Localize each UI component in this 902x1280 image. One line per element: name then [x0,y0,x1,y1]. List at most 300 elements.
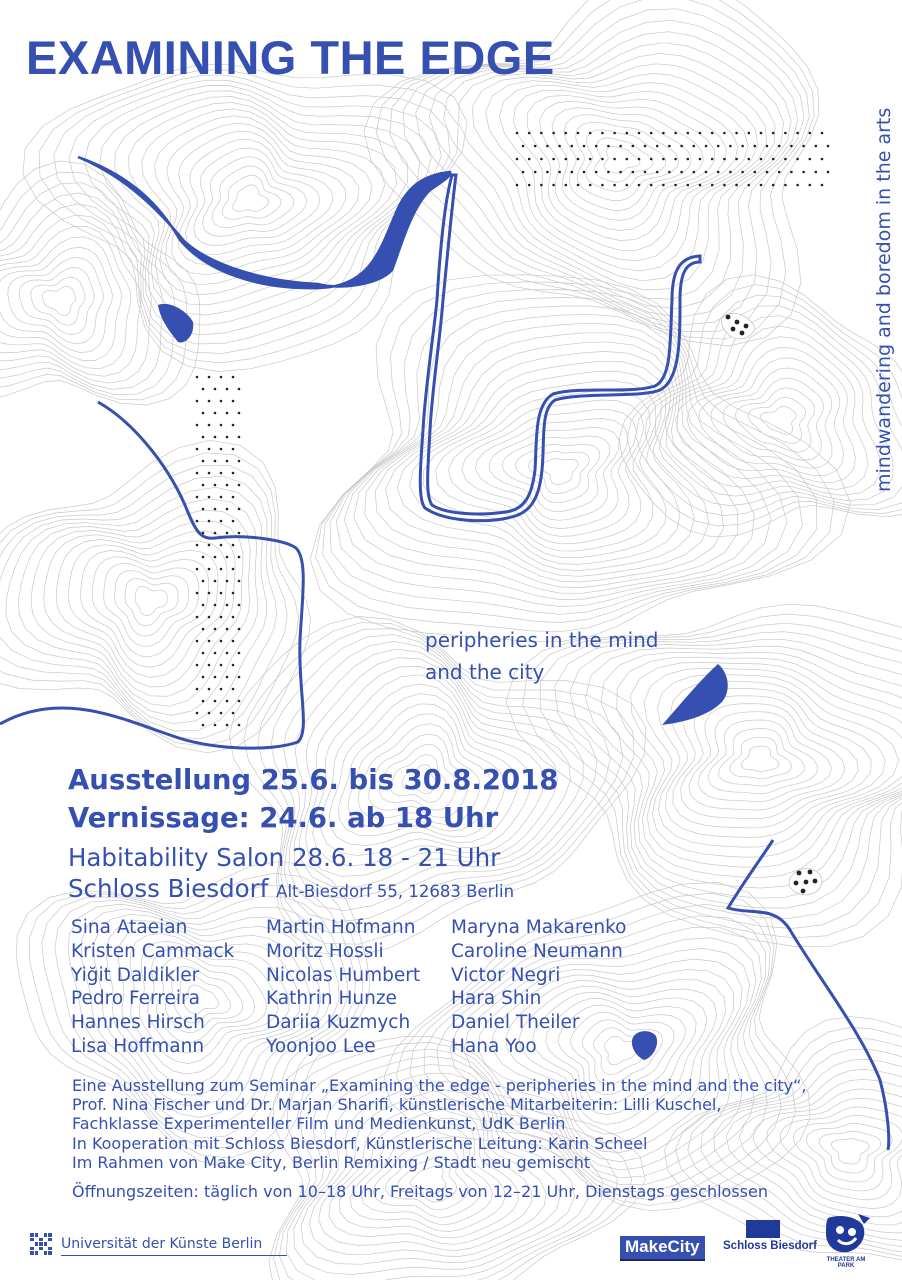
grid-dot [784,158,787,161]
grid-dot [632,171,635,174]
contour-line [0,183,174,395]
grid-dot [766,145,769,148]
grid-dot [613,132,616,135]
contour-line [540,101,715,230]
grid-dot [238,652,241,655]
grid-dot [214,724,217,727]
grid-dot [196,424,199,427]
grid-dot [232,640,235,643]
grid-dot [196,664,199,667]
contour-line [687,347,856,482]
grid-dot [214,580,217,583]
grid-dot [741,171,744,174]
grid-dot [632,145,635,148]
contour-line [0,453,298,746]
grid-dot [827,145,830,148]
grid-dot [583,171,586,174]
grid-dot [196,472,199,475]
grid-dot [516,132,519,135]
contour-line [316,282,834,632]
grid-dot [693,171,696,174]
grid-dot [717,145,720,148]
exhibition-dates: Ausstellung 25.6. bis 30.8.2018 [68,764,559,796]
grid-dot [208,616,211,619]
grid-dot [687,132,690,135]
artists-column-2 [266,916,420,1059]
grid-dot [815,171,818,174]
grid-dot [208,592,211,595]
grid-dot [226,724,229,727]
grid-dot [699,184,702,187]
artist-name: Maryna Makarenko [451,917,627,938]
grid-dot [232,544,235,547]
grid-dot [202,484,205,487]
contour-line [8,257,104,344]
grid-dot [202,628,205,631]
grid-dot [626,158,629,161]
contour-line [570,639,902,908]
grid-dot [577,132,580,135]
grid-dot [226,532,229,535]
grid-dot [558,145,561,148]
grid-dot [522,171,525,174]
grid-dot [226,580,229,583]
grid-dot [656,171,659,174]
grid-dot [232,664,235,667]
artist-name: Yiğit Daldikler [71,964,200,986]
grid-dot [528,184,531,187]
grid-dot [226,652,229,655]
grid-dot [693,145,696,148]
contour-line [499,83,748,261]
contour-line [708,720,818,794]
grid-dot [238,412,241,415]
contour-line [436,390,653,551]
grid-dot [735,158,738,161]
contour-line [125,578,178,626]
grid-dot [772,184,775,187]
grid-dot [711,132,714,135]
grid-dot [540,158,543,161]
grid-dot [220,640,223,643]
udk-logo [30,1233,263,1255]
grid-dot [729,145,732,148]
grid-dot [196,376,199,379]
grid-dot [601,132,604,135]
grid-dot [723,132,726,135]
contour-line [81,550,218,667]
blue-shape-bottom [632,1031,657,1060]
grid-dot [202,604,205,607]
contour-line [129,103,397,305]
grid-dot [571,171,574,174]
grid-dot [202,652,205,655]
contour-line [354,323,755,593]
grid-dot [607,171,610,174]
grid-dot [214,388,217,391]
blue-line-left-loop [0,402,303,748]
grid-dot [827,171,830,174]
grid-dot [601,158,604,161]
grid-dot [784,184,787,187]
grid-dot [220,688,223,691]
artist-name: Daniel Theiler [451,1012,580,1034]
grid-dot [214,412,217,415]
contour-line [711,368,832,468]
grid-dot [214,604,217,607]
grid-dot [644,171,647,174]
grid-dot [766,171,769,174]
grid-dot [522,145,525,148]
grid-dot [208,448,211,451]
theater-am-park-text: THEATER AM PARK [826,1257,866,1269]
artist-name: Victor Negri [451,964,561,986]
grid-dot [546,171,549,174]
grid-dot [202,724,205,727]
grid-dot [638,158,641,161]
contour-line [735,388,814,452]
poster-title: EXAMINING THE EDGE [26,31,555,84]
grid-dot [232,496,235,499]
grid-dot [220,616,223,619]
grid-dot [565,132,568,135]
grid-dot [196,592,199,595]
vertical-tagline: mindwandering and boredom in the arts [873,108,895,493]
contour-line [761,407,797,435]
dot-grid-left [196,376,241,727]
info-line: In Kooperation mit Schloss Biesdorf, Künstlerische Leitung: Karin Scheel [72,1133,648,1153]
grid-dot [790,171,793,174]
contour-line [698,712,831,802]
grid-dot [595,145,598,148]
exhibition-info [72,1076,887,1172]
grid-dot [516,184,519,187]
grid-dot [238,556,241,559]
grid-dot [662,184,665,187]
grid-dot [220,400,223,403]
grid-dot [534,171,537,174]
grid-dot [565,184,568,187]
grid-dot [208,400,211,403]
grid-dot [748,132,751,135]
contour-line [541,459,578,485]
grid-dot [711,184,714,187]
grid-dot [723,184,726,187]
schloss-biesdorf-logo [723,1220,817,1260]
grid-dot [214,700,217,703]
grid-dot [238,484,241,487]
grid-dot [809,158,812,161]
contour-line [54,75,450,353]
grid-dot [238,388,241,391]
contour-line [552,108,704,221]
grid-dot [772,132,775,135]
grid-dot [220,592,223,595]
contour-line [155,116,373,285]
grid-dot [226,388,229,391]
grid-dot [232,568,235,571]
grid-dot [196,640,199,643]
venue-line [68,874,514,903]
artist-name: Lisa Hoffmann [71,1035,205,1057]
grid-dot [674,158,677,161]
grid-dot [238,724,241,727]
grid-dot [208,496,211,499]
grid-dot [528,132,531,135]
grid-dot [729,171,732,174]
contour-line [595,138,653,182]
grid-dot [772,158,775,161]
grid-dot [674,184,677,187]
grid-dot [214,676,217,679]
grid-dot [226,412,229,415]
grid-dot [238,700,241,703]
grid-dot [656,145,659,148]
grid-dot [778,171,781,174]
grid-dot [208,424,211,427]
grid-dot [754,171,757,174]
contour-line [31,277,85,325]
grid-dot [226,508,229,511]
grid-dot [208,640,211,643]
grid-dot [601,184,604,187]
grid-dot [571,145,574,148]
grid-dot [220,712,223,715]
grid-dot [196,712,199,715]
grid-dot [220,568,223,571]
grid-dot [208,376,211,379]
grid-dot [735,132,738,135]
grid-dot [226,676,229,679]
grid-dot [196,400,199,403]
grid-dot [613,158,616,161]
grid-dot [232,592,235,595]
grid-dot [619,145,622,148]
grid-dot [565,158,568,161]
contour-line [92,557,208,657]
contour-line [42,287,75,316]
contour-line [741,746,779,771]
grid-dot [540,132,543,135]
contour-line [748,397,806,443]
grid-dot [202,508,205,511]
dice-shape-bottom [789,868,822,894]
vernissage-date: Vernissage: 24.6. ab 18 Uhr [68,802,499,834]
contour-line [502,436,610,512]
grid-dot [196,544,199,547]
grid-dot [214,532,217,535]
grid-dot [577,184,580,187]
grid-dot [232,616,235,619]
artist-name: Caroline Neumann [451,940,623,962]
grid-dot [196,496,199,499]
grid-dot [809,184,812,187]
grid-dot [552,132,555,135]
grid-dot [802,145,805,148]
grid-dot [196,448,199,451]
grid-dot [699,132,702,135]
grid-dot [238,604,241,607]
grid-dot [534,145,537,148]
grid-dot [754,145,757,148]
grid-dot [208,712,211,715]
grid-dot [226,628,229,631]
grid-dot [196,520,199,523]
grid-dot [626,132,629,135]
contour-line [323,290,817,623]
grid-dot [815,145,818,148]
grid-dot [796,184,799,187]
grid-dot [220,376,223,379]
grid-dot [232,520,235,523]
subtitle-line-1: peripheries in the mind [425,628,659,652]
grid-dot [220,544,223,547]
grid-dot [208,664,211,667]
grid-dot [220,520,223,523]
artists-column-3 [451,916,627,1059]
contour-line [233,185,269,211]
grid-dot [687,184,690,187]
grid-dot [214,652,217,655]
grid-dot [760,184,763,187]
grid-dot [202,436,205,439]
grid-dot [650,132,653,135]
grid-dot [208,688,211,691]
grid-dot [778,145,781,148]
grid-dot [802,171,805,174]
artist-name: Martin Hofmann [266,917,416,938]
contour-line [31,510,250,706]
grid-dot [760,158,763,161]
grid-dot [202,556,205,559]
grid-dot [796,132,799,135]
grid-dot [202,388,205,391]
opening-hours: Öffnungszeiten: täglich von 10–18 Uhr, Freitags von 12–21 Uhr, Dienstags geschlossen [72,1182,768,1201]
contour-line [665,326,880,495]
grid-dot [202,580,205,583]
contour-line [222,175,281,219]
contour-line [310,275,850,642]
grid-dot [238,628,241,631]
grid-dot [662,132,665,135]
grid-dot [613,184,616,187]
grid-dot [717,171,720,174]
artists-column-1 [71,916,234,1059]
artist-name: Yoonjoo Lee [266,1035,376,1057]
grid-dot [680,171,683,174]
contour-line [0,476,277,731]
blue-shape-small-left [158,304,193,343]
artist-name: Dariia Kuzmych [266,1012,411,1034]
grid-dot [552,158,555,161]
grid-dot [238,676,241,679]
grid-dot [607,145,610,148]
grid-dot [790,145,793,148]
grid-dot [238,436,241,439]
grid-dot [638,132,641,135]
grid-dot [220,496,223,499]
contour-line [604,146,640,173]
contour-line [212,166,294,228]
grid-dot [214,508,217,511]
artist-name: Hana Yoo [451,1035,537,1057]
artist-name: Hara Shin [451,988,542,1010]
grid-dot [214,460,217,463]
grid-dot [238,460,241,463]
theater-am-park-logo [818,1212,874,1272]
grid-dot [226,556,229,559]
grid-dot [687,158,690,161]
grid-dot [238,508,241,511]
artist-name: Moritz Hossli [266,940,384,962]
grid-dot [674,132,677,135]
grid-dot [748,184,751,187]
grid-dot [208,520,211,523]
contour-line [135,586,167,615]
contour-line [0,204,151,383]
grid-dot [589,158,592,161]
grid-dot [626,184,629,187]
grid-dot [650,158,653,161]
contour-line [104,564,199,647]
grid-dot [226,436,229,439]
grid-dot [214,556,217,559]
info-line: Prof. Nina Fischer und Dr. Marjan Sharifi, künstlerische Mitarbeiterin: Lilli Kuschel, [72,1095,722,1115]
grid-dot [589,132,592,135]
udk-logo-mark [30,1233,52,1255]
contour-line [617,657,902,878]
artist-name: Sina Ataeian [71,917,188,938]
grid-dot [619,171,622,174]
artist-name: Kathrin Hunze [266,988,397,1010]
grid-dot [238,580,241,583]
udk-logo-underline [61,1255,287,1256]
grid-dot [214,484,217,487]
grid-dot [208,544,211,547]
grid-dot [220,472,223,475]
grid-dot [232,424,235,427]
grid-dot [232,400,235,403]
grid-dot [232,688,235,691]
grid-dot [558,171,561,174]
grid-dot [680,145,683,148]
grid-dot [552,184,555,187]
grid-dot [214,628,217,631]
artist-name: Pedro Ferreira [71,988,200,1010]
grid-dot [583,145,586,148]
venue-name: Schloss Biesdorf [68,874,269,903]
grid-dot [662,158,665,161]
grid-dot [699,158,702,161]
grid-dot [226,460,229,463]
venue-address: Alt-Biesdorf 55, 12683 Berlin [276,882,515,901]
grid-dot [546,145,549,148]
grid-dot [528,158,531,161]
grid-dot [202,412,205,415]
grid-dot [202,460,205,463]
makecity-logo: MakeCity [620,1236,705,1261]
grid-dot [577,158,580,161]
grid-dot [748,158,751,161]
info-line: Fachklasse Experimenteller Film und Medienkunst, UdK Berlin [72,1114,566,1134]
grid-dot [741,145,744,148]
grid-dot [196,688,199,691]
artist-name: Hannes Hirsch [71,1012,205,1034]
grid-dot [232,472,235,475]
contour-line [0,465,287,739]
grid-dot [668,171,671,174]
grid-dot [232,376,235,379]
